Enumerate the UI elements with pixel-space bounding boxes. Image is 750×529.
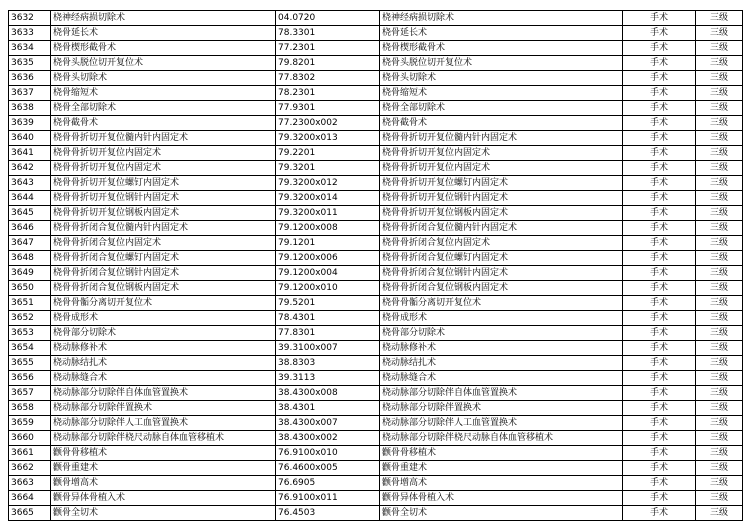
procedure-standard-name: 桡骨骨折切开复位钢针内固定术 xyxy=(380,191,623,206)
procedure-level: 三级 xyxy=(696,146,743,161)
table-row xyxy=(9,101,743,116)
table-row xyxy=(9,221,743,236)
table-row xyxy=(9,56,743,71)
procedure-standard-name: 颧骨重建术 xyxy=(380,461,623,476)
procedure-type: 手术 xyxy=(623,86,696,101)
procedure-level: 三级 xyxy=(696,296,743,311)
procedure-type: 手术 xyxy=(623,341,696,356)
procedure-standard-name: 颧骨骨移植术 xyxy=(380,446,623,461)
procedure-level: 三级 xyxy=(696,341,743,356)
procedure-level: 三级 xyxy=(696,416,743,431)
procedure-name: 桡骨骨骺分离切开复位术 xyxy=(51,296,276,311)
procedure-standard-name: 桡骨骨折切开复位内固定术 xyxy=(380,146,623,161)
table-row xyxy=(9,11,743,26)
procedure-code: 79.1201 xyxy=(276,236,380,251)
table-row xyxy=(9,131,743,146)
row-index: 3652 xyxy=(9,311,51,326)
procedure-code: 77.9301 xyxy=(276,101,380,116)
procedure-name: 颧骨增高术 xyxy=(51,476,276,491)
procedure-standard-name: 桡动脉结扎术 xyxy=(380,356,623,371)
procedure-name: 桡骨骨折闭合复位螺钉内固定术 xyxy=(51,251,276,266)
table-row xyxy=(9,341,743,356)
procedure-code: 79.3201 xyxy=(276,161,380,176)
procedure-standard-name: 桡动脉部分切除伴置换术 xyxy=(380,401,623,416)
procedure-standard-name: 桡骨骨折切开复位螺钉内固定术 xyxy=(380,176,623,191)
row-index: 3649 xyxy=(9,266,51,281)
table-row xyxy=(9,311,743,326)
procedure-name: 桡骨头脱位切开复位术 xyxy=(51,56,276,71)
table-row xyxy=(9,146,743,161)
row-index: 3664 xyxy=(9,491,51,506)
row-index: 3663 xyxy=(9,476,51,491)
surgery-code-table xyxy=(8,10,743,521)
procedure-code: 76.9100x010 xyxy=(276,446,380,461)
table-row xyxy=(9,251,743,266)
procedure-standard-name: 颧骨异体骨植入术 xyxy=(380,491,623,506)
procedure-standard-name: 桡骨骨骺分离切开复位术 xyxy=(380,296,623,311)
procedure-name: 桡骨骨折切开复位内固定术 xyxy=(51,161,276,176)
procedure-standard-name: 桡骨骨折闭合复位钢针内固定术 xyxy=(380,266,623,281)
table-row xyxy=(9,206,743,221)
procedure-standard-name: 桡骨骨折闭合复位髓内针内固定术 xyxy=(380,221,623,236)
procedure-type: 手术 xyxy=(623,191,696,206)
procedure-name: 桡骨截骨术 xyxy=(51,116,276,131)
table-row xyxy=(9,431,743,446)
procedure-level: 三级 xyxy=(696,476,743,491)
table-row xyxy=(9,176,743,191)
table-row xyxy=(9,446,743,461)
procedure-code: 79.1200x010 xyxy=(276,281,380,296)
procedure-level: 三级 xyxy=(696,236,743,251)
procedure-type: 手术 xyxy=(623,176,696,191)
procedure-type: 手术 xyxy=(623,131,696,146)
procedure-name: 桡动脉部分切除伴置换术 xyxy=(51,401,276,416)
table-row xyxy=(9,356,743,371)
table-row xyxy=(9,86,743,101)
procedure-type: 手术 xyxy=(623,26,696,41)
row-index: 3633 xyxy=(9,26,51,41)
procedure-type: 手术 xyxy=(623,161,696,176)
table-row xyxy=(9,116,743,131)
row-index: 3650 xyxy=(9,281,51,296)
procedure-code: 79.1200x008 xyxy=(276,221,380,236)
row-index: 3640 xyxy=(9,131,51,146)
procedure-level: 三级 xyxy=(696,356,743,371)
procedure-type: 手术 xyxy=(623,56,696,71)
table-row xyxy=(9,371,743,386)
row-index: 3665 xyxy=(9,506,51,521)
procedure-code: 77.2301 xyxy=(276,41,380,56)
procedure-code: 39.3100x007 xyxy=(276,341,380,356)
procedure-standard-name: 桡动脉缝合术 xyxy=(380,371,623,386)
procedure-type: 手术 xyxy=(623,506,696,521)
procedure-type: 手术 xyxy=(623,116,696,131)
table-body xyxy=(9,11,743,521)
procedure-level: 三级 xyxy=(696,386,743,401)
procedure-name: 桡动脉结扎术 xyxy=(51,356,276,371)
row-index: 3658 xyxy=(9,401,51,416)
procedure-standard-name: 桡骨骨折闭合复位内固定术 xyxy=(380,236,623,251)
procedure-name: 桡骨部分切除术 xyxy=(51,326,276,341)
procedure-level: 三级 xyxy=(696,446,743,461)
procedure-name: 桡动脉缝合术 xyxy=(51,371,276,386)
table-row xyxy=(9,26,743,41)
row-index: 3642 xyxy=(9,161,51,176)
procedure-level: 三级 xyxy=(696,251,743,266)
procedure-level: 三级 xyxy=(696,56,743,71)
procedure-code: 76.4503 xyxy=(276,506,380,521)
procedure-code: 79.1200x006 xyxy=(276,251,380,266)
procedure-standard-name: 桡骨楔形截骨术 xyxy=(380,41,623,56)
procedure-name: 桡神经病损切除术 xyxy=(51,11,276,26)
procedure-standard-name: 颧骨增高术 xyxy=(380,476,623,491)
procedure-level: 三级 xyxy=(696,506,743,521)
procedure-level: 三级 xyxy=(696,266,743,281)
procedure-name: 桡骨骨折切开复位钢板内固定术 xyxy=(51,206,276,221)
procedure-name: 桡骨缩短术 xyxy=(51,86,276,101)
procedure-name: 桡骨骨折切开复位钢针内固定术 xyxy=(51,191,276,206)
procedure-level: 三级 xyxy=(696,71,743,86)
row-index: 3662 xyxy=(9,461,51,476)
procedure-code: 79.3200x011 xyxy=(276,206,380,221)
procedure-code: 78.4301 xyxy=(276,311,380,326)
procedure-standard-name: 颧骨全切术 xyxy=(380,506,623,521)
procedure-code: 76.9100x011 xyxy=(276,491,380,506)
procedure-level: 三级 xyxy=(696,221,743,236)
row-index: 3632 xyxy=(9,11,51,26)
row-index: 3646 xyxy=(9,221,51,236)
procedure-level: 三级 xyxy=(696,86,743,101)
row-index: 3651 xyxy=(9,296,51,311)
row-index: 3661 xyxy=(9,446,51,461)
procedure-type: 手术 xyxy=(623,146,696,161)
row-index: 3636 xyxy=(9,71,51,86)
procedure-type: 手术 xyxy=(623,326,696,341)
row-index: 3643 xyxy=(9,176,51,191)
table-row xyxy=(9,161,743,176)
table-row xyxy=(9,281,743,296)
procedure-type: 手术 xyxy=(623,71,696,86)
procedure-code: 76.4600x005 xyxy=(276,461,380,476)
row-index: 3660 xyxy=(9,431,51,446)
procedure-name: 桡骨楔形截骨术 xyxy=(51,41,276,56)
procedure-code: 79.3200x014 xyxy=(276,191,380,206)
row-index: 3644 xyxy=(9,191,51,206)
procedure-type: 手术 xyxy=(623,11,696,26)
procedure-code: 76.6905 xyxy=(276,476,380,491)
procedure-level: 三级 xyxy=(696,11,743,26)
table-row xyxy=(9,191,743,206)
procedure-standard-name: 桡骨缩短术 xyxy=(380,86,623,101)
row-index: 3648 xyxy=(9,251,51,266)
procedure-level: 三级 xyxy=(696,326,743,341)
procedure-type: 手术 xyxy=(623,356,696,371)
row-index: 3647 xyxy=(9,236,51,251)
procedure-type: 手术 xyxy=(623,41,696,56)
row-index: 3637 xyxy=(9,86,51,101)
procedure-type: 手术 xyxy=(623,266,696,281)
procedure-name: 桡骨骨折切开复位内固定术 xyxy=(51,146,276,161)
procedure-code: 77.8302 xyxy=(276,71,380,86)
procedure-type: 手术 xyxy=(623,236,696,251)
row-index: 3655 xyxy=(9,356,51,371)
procedure-level: 三级 xyxy=(696,461,743,476)
table-row xyxy=(9,71,743,86)
procedure-type: 手术 xyxy=(623,416,696,431)
procedure-code: 79.5201 xyxy=(276,296,380,311)
procedure-name: 桡动脉部分切除伴桡尺动脉自体血管移植术 xyxy=(51,431,276,446)
table-row xyxy=(9,491,743,506)
procedure-code: 79.1200x004 xyxy=(276,266,380,281)
procedure-level: 三级 xyxy=(696,401,743,416)
procedure-name: 桡骨头切除术 xyxy=(51,71,276,86)
procedure-level: 三级 xyxy=(696,311,743,326)
procedure-code: 38.4300x002 xyxy=(276,431,380,446)
procedure-level: 三级 xyxy=(696,371,743,386)
procedure-name: 颧骨全切术 xyxy=(51,506,276,521)
procedure-level: 三级 xyxy=(696,101,743,116)
procedure-name: 颧骨骨移植术 xyxy=(51,446,276,461)
procedure-code: 38.4301 xyxy=(276,401,380,416)
procedure-code: 04.0720 xyxy=(276,11,380,26)
procedure-standard-name: 桡骨骨折切开复位内固定术 xyxy=(380,161,623,176)
procedure-code: 78.2301 xyxy=(276,86,380,101)
procedure-code: 38.4300x007 xyxy=(276,416,380,431)
procedure-standard-name: 桡动脉修补术 xyxy=(380,341,623,356)
procedure-standard-name: 桡骨骨折闭合复位螺钉内固定术 xyxy=(380,251,623,266)
procedure-type: 手术 xyxy=(623,101,696,116)
procedure-name: 桡骨骨折切开复位螺钉内固定术 xyxy=(51,176,276,191)
procedure-standard-name: 桡骨骨折切开复位钢板内固定术 xyxy=(380,206,623,221)
table-row xyxy=(9,476,743,491)
procedure-standard-name: 桡神经病损切除术 xyxy=(380,11,623,26)
row-index: 3653 xyxy=(9,326,51,341)
row-index: 3659 xyxy=(9,416,51,431)
procedure-standard-name: 桡动脉部分切除伴人工血管置换术 xyxy=(380,416,623,431)
row-index: 3645 xyxy=(9,206,51,221)
table-row xyxy=(9,506,743,521)
procedure-level: 三级 xyxy=(696,41,743,56)
procedure-level: 三级 xyxy=(696,281,743,296)
procedure-type: 手术 xyxy=(623,401,696,416)
row-index: 3654 xyxy=(9,341,51,356)
procedure-level: 三级 xyxy=(696,191,743,206)
procedure-code: 79.3200x012 xyxy=(276,176,380,191)
row-index: 3657 xyxy=(9,386,51,401)
procedure-standard-name: 桡骨截骨术 xyxy=(380,116,623,131)
row-index: 3641 xyxy=(9,146,51,161)
procedure-name: 颧骨重建术 xyxy=(51,461,276,476)
table-row xyxy=(9,461,743,476)
procedure-name: 桡骨骨折闭合复位髓内针内固定术 xyxy=(51,221,276,236)
procedure-type: 手术 xyxy=(623,311,696,326)
procedure-type: 手术 xyxy=(623,251,696,266)
procedure-type: 手术 xyxy=(623,281,696,296)
procedure-standard-name: 桡骨成形术 xyxy=(380,311,623,326)
procedure-type: 手术 xyxy=(623,446,696,461)
procedure-level: 三级 xyxy=(696,26,743,41)
procedure-standard-name: 桡骨头脱位切开复位术 xyxy=(380,56,623,71)
procedure-type: 手术 xyxy=(623,431,696,446)
procedure-code: 38.8303 xyxy=(276,356,380,371)
procedure-type: 手术 xyxy=(623,491,696,506)
procedure-code: 77.8301 xyxy=(276,326,380,341)
procedure-type: 手术 xyxy=(623,386,696,401)
procedure-level: 三级 xyxy=(696,206,743,221)
procedure-standard-name: 桡骨骨折闭合复位钢板内固定术 xyxy=(380,281,623,296)
procedure-name: 桡骨全部切除术 xyxy=(51,101,276,116)
table-row xyxy=(9,401,743,416)
procedure-name: 桡动脉部分切除伴自体血管置换术 xyxy=(51,386,276,401)
table-row xyxy=(9,326,743,341)
procedure-level: 三级 xyxy=(696,431,743,446)
procedure-name: 桡动脉修补术 xyxy=(51,341,276,356)
table-row xyxy=(9,266,743,281)
row-index: 3634 xyxy=(9,41,51,56)
procedure-level: 三级 xyxy=(696,176,743,191)
procedure-type: 手术 xyxy=(623,221,696,236)
procedure-standard-name: 桡骨头切除术 xyxy=(380,71,623,86)
table-row xyxy=(9,236,743,251)
table-row xyxy=(9,296,743,311)
procedure-standard-name: 桡骨全部切除术 xyxy=(380,101,623,116)
procedure-standard-name: 桡动脉部分切除伴桡尺动脉自体血管移植术 xyxy=(380,431,623,446)
procedure-code: 77.2300x002 xyxy=(276,116,380,131)
procedure-type: 手术 xyxy=(623,206,696,221)
row-index: 3638 xyxy=(9,101,51,116)
procedure-name: 桡骨骨折切开复位髓内针内固定术 xyxy=(51,131,276,146)
procedure-code: 39.3113 xyxy=(276,371,380,386)
procedure-type: 手术 xyxy=(623,296,696,311)
procedure-type: 手术 xyxy=(623,476,696,491)
procedure-code: 78.3301 xyxy=(276,26,380,41)
procedure-code: 38.4300x008 xyxy=(276,386,380,401)
procedure-name: 桡骨成形术 xyxy=(51,311,276,326)
procedure-code: 79.8201 xyxy=(276,56,380,71)
row-index: 3639 xyxy=(9,116,51,131)
table-row xyxy=(9,386,743,401)
procedure-name: 桡骨骨折闭合复位内固定术 xyxy=(51,236,276,251)
table-row xyxy=(9,41,743,56)
procedure-name: 桡骨延长术 xyxy=(51,26,276,41)
row-index: 3635 xyxy=(9,56,51,71)
procedure-code: 79.2201 xyxy=(276,146,380,161)
procedure-standard-name: 桡骨骨折切开复位髓内针内固定术 xyxy=(380,131,623,146)
procedure-name: 桡动脉部分切除伴人工血管置换术 xyxy=(51,416,276,431)
procedure-type: 手术 xyxy=(623,461,696,476)
procedure-code: 79.3200x013 xyxy=(276,131,380,146)
procedure-standard-name: 桡骨部分切除术 xyxy=(380,326,623,341)
procedure-level: 三级 xyxy=(696,131,743,146)
procedure-level: 三级 xyxy=(696,491,743,506)
procedure-type: 手术 xyxy=(623,371,696,386)
procedure-level: 三级 xyxy=(696,161,743,176)
row-index: 3656 xyxy=(9,371,51,386)
procedure-name: 颧骨异体骨植入术 xyxy=(51,491,276,506)
procedure-standard-name: 桡骨延长术 xyxy=(380,26,623,41)
procedure-name: 桡骨骨折闭合复位钢针内固定术 xyxy=(51,266,276,281)
procedure-level: 三级 xyxy=(696,116,743,131)
procedure-standard-name: 桡动脉部分切除伴自体血管置换术 xyxy=(380,386,623,401)
table-row xyxy=(9,416,743,431)
procedure-name: 桡骨骨折闭合复位钢板内固定术 xyxy=(51,281,276,296)
